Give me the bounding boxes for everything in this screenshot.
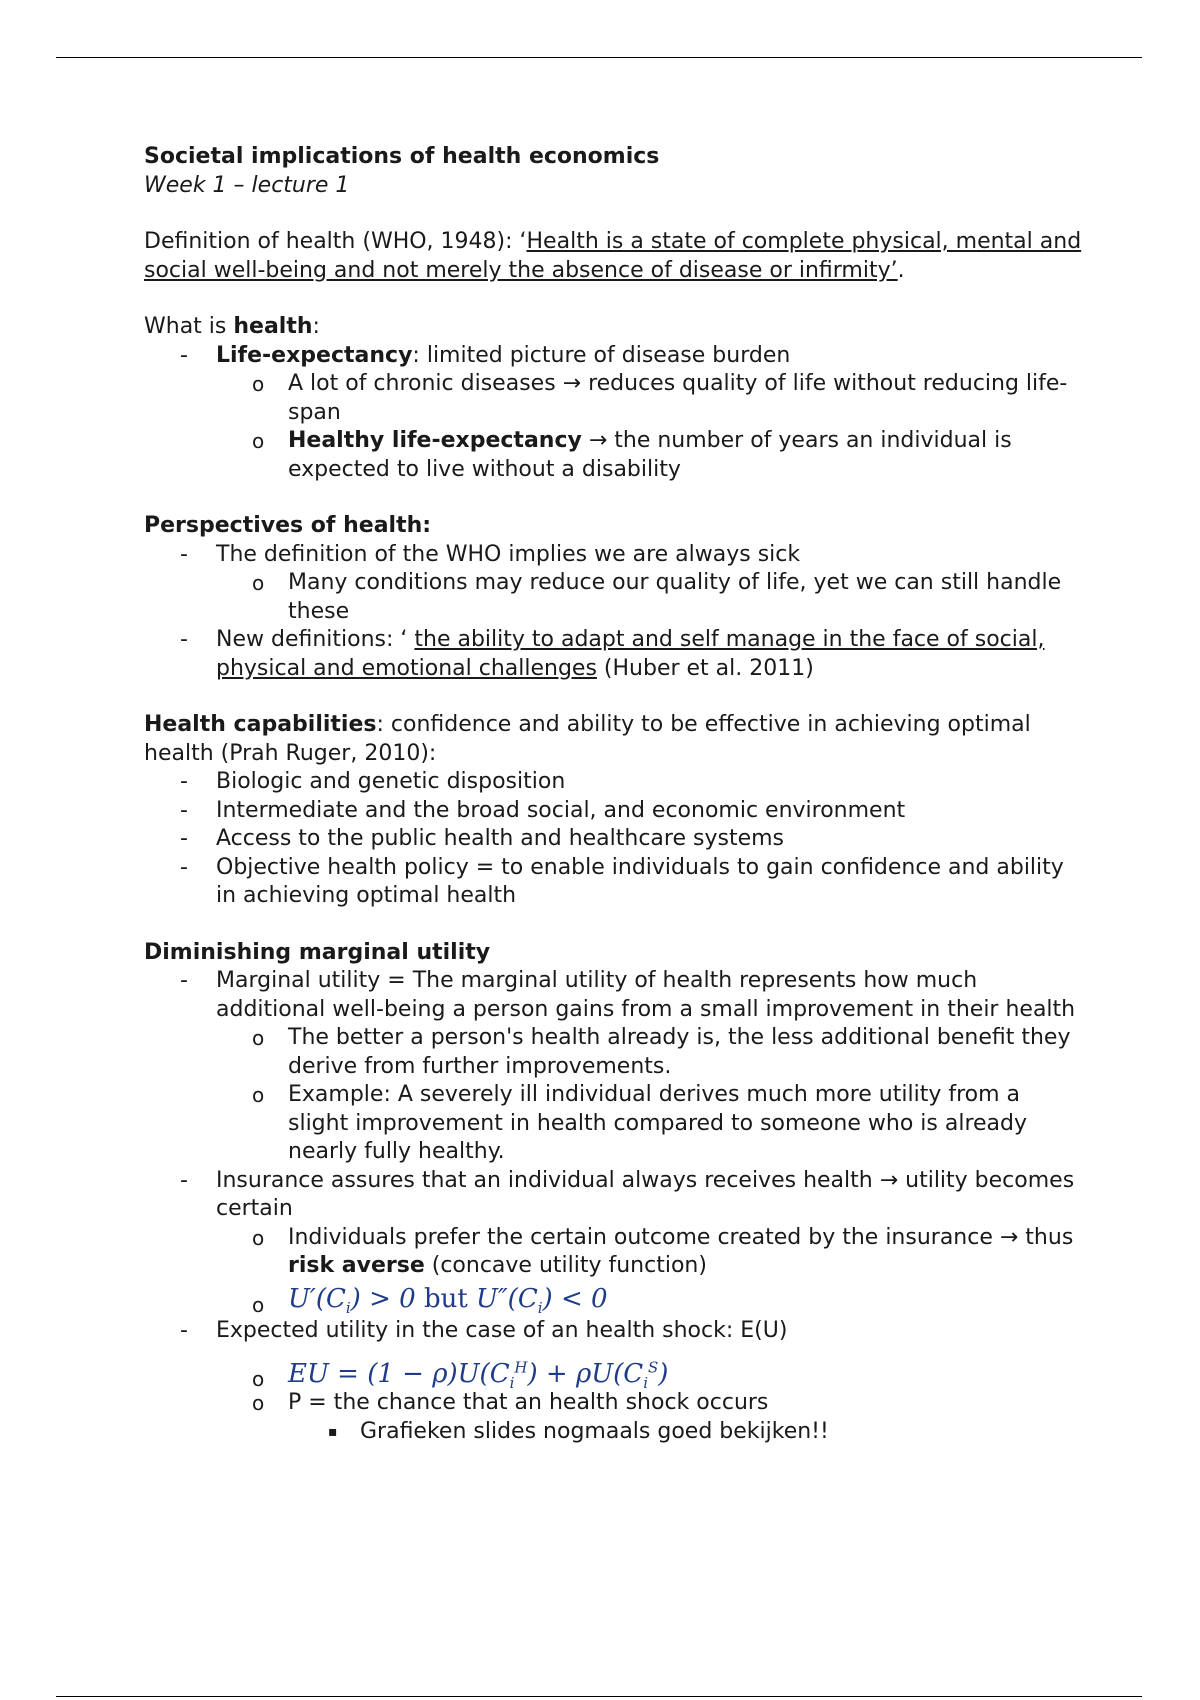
list-item: [144, 1389, 1084, 1418]
definition-suffix: .: [897, 257, 905, 283]
circle-bullet: o: [252, 1083, 265, 1107]
list-item: [144, 768, 1084, 797]
list-item: [144, 1081, 1084, 1167]
list-item: [144, 541, 1084, 570]
list-item: [144, 967, 1084, 1024]
circle-bullet: o: [252, 429, 265, 453]
dash-bullet: -: [180, 968, 188, 993]
item-text: Biologic and genetic disposition: [216, 769, 566, 794]
capabilities-text: : confidence and ability to be effective in achieving optimal health (Prah Ruger, 2010):: [144, 712, 1031, 766]
formula-part: U″(C: [467, 1283, 538, 1314]
item-bold: Life-expectancy: [216, 342, 413, 368]
square-bullet: ▪: [328, 1423, 338, 1440]
circle-bullet: o: [252, 1225, 265, 1250]
item-text: Insurance assures that an individual always receives health → utility becomes certain: [216, 1167, 1075, 1221]
dash-bullet: -: [180, 1317, 188, 1343]
capabilities-paragraph: [144, 711, 1084, 768]
formula-subscript: i: [345, 1298, 351, 1317]
what-is-bold: health: [233, 314, 313, 339]
dash-bullet: -: [180, 627, 188, 652]
what-is-prefix: What is: [144, 314, 234, 339]
dash-bullet: -: [180, 797, 188, 823]
item-text: : limited picture of disease burden: [412, 342, 791, 368]
diminishing-heading: Diminishing marginal utility: [144, 939, 491, 965]
list-item: [144, 1024, 1084, 1081]
footer-rule: [56, 1696, 1142, 1697]
item-text: Example: A severely ill individual derives much more utility from a slight improvement in health compared to someone who is already nearly fully healthy.: [288, 1082, 1028, 1164]
marginal-utility-formula: [288, 1283, 608, 1317]
circle-bullet: o: [252, 372, 265, 396]
list-item: [144, 825, 1084, 854]
what-is-health-heading: [144, 313, 1084, 342]
list-item: [144, 342, 1084, 371]
list-item: [144, 1317, 1084, 1346]
item-text: A lot of chronic diseases → reduces quality of life without reducing life-span: [288, 371, 1068, 425]
formula-subscript: i: [537, 1298, 543, 1317]
item-text: Access to the public health and healthcare systems: [216, 826, 784, 851]
item-text: Expected utility in the case of an health shock: E(U): [216, 1317, 788, 1343]
item-text: New definitions: ‘: [216, 627, 415, 652]
formula-part: ) > 0: [350, 1283, 424, 1314]
list-item: [144, 1224, 1084, 1281]
formula-item: [144, 1345, 1084, 1392]
list-item: [144, 854, 1084, 911]
list-item: [144, 569, 1084, 626]
item-bold: risk averse: [288, 1253, 425, 1278]
formula-subscript: i: [643, 1373, 649, 1392]
item-text: P = the chance that an health shock occurs: [288, 1390, 769, 1415]
definition-quote: Health is a state of complete physical, mental and social well-being and not merely the absence of disease or infirmity’: [144, 229, 1082, 283]
dash-bullet: -: [180, 541, 188, 567]
list-item: [144, 797, 1084, 826]
formula-word: but: [423, 1283, 468, 1314]
perspectives-heading: Perspectives of health:: [144, 513, 432, 538]
item-text: (Huber et al. 2011): [596, 655, 814, 681]
dash-bullet: -: [180, 1167, 188, 1193]
item-text: (concave utility function): [424, 1253, 707, 1278]
item-text: The definition of the WHO implies we are always sick: [216, 541, 801, 567]
formula-part: ): [658, 1358, 669, 1389]
dash-bullet: -: [180, 854, 188, 880]
formula-part: ) + ρU(C: [527, 1358, 644, 1389]
formula-part: U′(C: [288, 1283, 346, 1314]
item-text: Individuals prefer the certain outcome created by the insurance → thus: [288, 1224, 1074, 1250]
definition-paragraph: [144, 228, 1084, 285]
definition-prefix: Definition of health (WHO, 1948): ‘: [144, 229, 527, 254]
formula-superscript: S: [648, 1358, 659, 1376]
circle-bullet: o: [252, 1391, 265, 1415]
item-bold: Healthy life-expectancy: [288, 428, 582, 453]
list-item: [144, 1418, 1084, 1447]
capabilities-bold: Health capabilities: [144, 712, 377, 737]
dash-bullet: -: [180, 769, 188, 794]
expected-utility-formula: [288, 1358, 669, 1392]
document-subtitle: Week 1 – lecture 1: [144, 172, 350, 198]
list-item: [144, 626, 1084, 683]
item-text: Many conditions may reduce our quality of life, yet we can still handle these: [288, 570, 1062, 624]
item-text: → the number of years an individual is expected to live without a disability: [288, 428, 1012, 482]
circle-bullet: o: [252, 1026, 265, 1050]
header-rule: [56, 57, 1142, 58]
circle-bullet: o: [252, 1292, 265, 1317]
list-item: [144, 427, 1084, 484]
dash-bullet: -: [180, 342, 188, 368]
document-body: [144, 143, 1084, 1446]
formula-part: EU = (1 − ρ)U(C: [288, 1358, 510, 1389]
item-text: Marginal utility = The marginal utility of health represents how much additional well-being a person gains from a small improvement in their health: [216, 968, 1076, 1022]
dash-bullet: -: [180, 826, 188, 851]
circle-bullet: o: [252, 1367, 265, 1391]
item-text: Intermediate and the broad social, and economic environment: [216, 797, 906, 823]
list-item: [144, 1167, 1084, 1224]
formula-item: [144, 1281, 1084, 1317]
formula-subscript: i: [509, 1373, 515, 1392]
what-is-suffix: :: [312, 314, 320, 339]
item-text: Objective health policy = to enable individuals to gain confidence and ability in achieving optimal health: [216, 854, 1064, 908]
formula-part: ) < 0: [542, 1283, 608, 1314]
formula-superscript: H: [514, 1358, 528, 1376]
list-item: [144, 370, 1084, 427]
item-text: The better a person's health already is, the less additional benefit they derive from further improvements.: [288, 1025, 1071, 1079]
item-underline: the ability to adapt and self manage in the face of social, physical and emotional challenges: [216, 627, 1045, 681]
circle-bullet: o: [252, 571, 265, 595]
item-text: Grafieken slides nogmaals goed bekijken!!: [360, 1418, 829, 1444]
document-title: Societal implications of health economics: [144, 144, 660, 169]
